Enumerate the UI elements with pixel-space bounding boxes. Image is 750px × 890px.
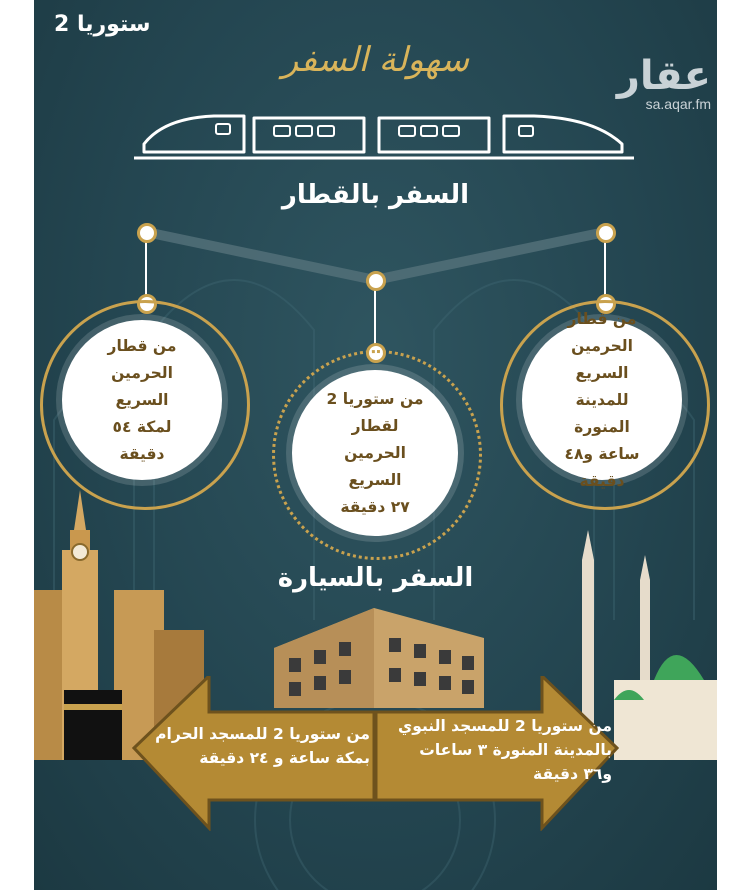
headline: سهولة السفر xyxy=(281,40,470,80)
car-section-title: السفر بالسيارة xyxy=(277,563,474,593)
train-icon xyxy=(134,104,634,164)
circle-text: من قطار الحرمين السريع لمكة ٥٤ دقيقة xyxy=(107,336,177,463)
arrow-left-text: من ستوريا 2 للمسجد الحرام بمكة ساعة و ٢٤ دقيقة xyxy=(155,725,370,767)
watermark-url: sa.aqar.fm xyxy=(645,96,711,112)
connector-node xyxy=(137,223,157,243)
directions-arrows xyxy=(34,676,717,831)
train-info-circle-madinah xyxy=(522,309,682,490)
train-info-circle-station xyxy=(292,370,458,536)
connector-node xyxy=(596,223,616,243)
circle-text: من ستوريا 2 لقطار الحرمين السريع ٢٧ دقيقة xyxy=(326,389,424,516)
infographic-poster xyxy=(34,0,717,890)
train-section-title: السفر بالقطار xyxy=(281,180,470,210)
circle-text: من قطار الحرمين السريع للمدينة المنورة ساعة و٤٨ دقيقة xyxy=(564,309,640,490)
connector-node xyxy=(366,271,386,291)
arrow-right-text: من ستوريا 2 للمسجد النبوي بالمدينة المنورة ٣ ساعات و٣٦ دقيقة xyxy=(398,717,612,783)
watermark-logo: عقار xyxy=(616,53,711,99)
brand-title: ستوريا 2 xyxy=(54,12,151,37)
train-info-circle-makkah xyxy=(62,320,222,480)
